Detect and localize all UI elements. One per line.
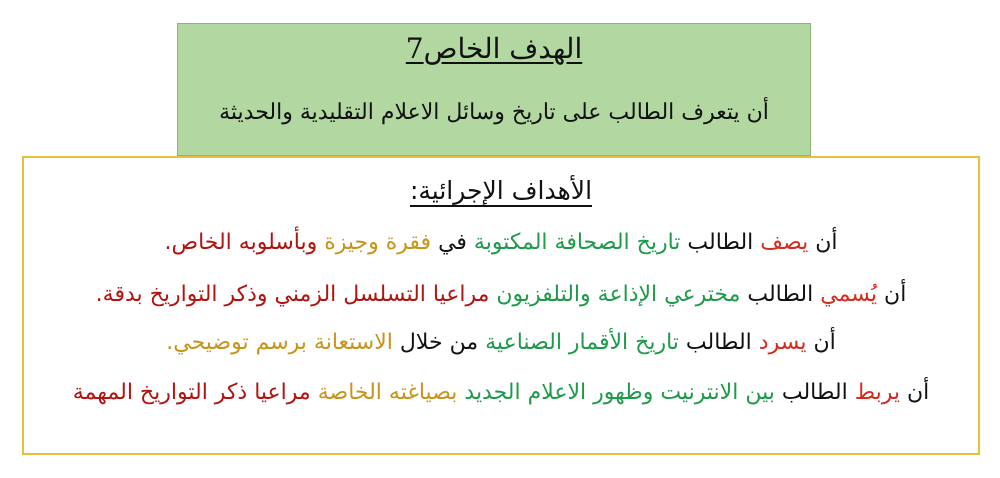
objective-segment: يصف [760, 230, 809, 255]
objective-segment: أن [808, 230, 838, 255]
objective-segment: بصياغته الخاصة [317, 380, 465, 405]
objective-segment: الطالب [678, 330, 759, 355]
objective-segment: أن [806, 330, 836, 355]
objective-segment: أن [877, 282, 907, 307]
objective-segment: بين الانترنيت وظهور الاعلام الجديد [464, 380, 775, 405]
objective-line-2 [34, 282, 968, 307]
objective-segment: يُسمي [820, 282, 878, 307]
specific-objective-title: الهدف الخاص7 [405, 32, 583, 65]
objective-line-1 [34, 230, 968, 255]
objective-segment: تاريخ الأقمار الصناعية [485, 330, 679, 355]
specific-objective-text: أن يتعرف الطالب على تاريخ وسائل الاعلام التقليدية والحديثة [219, 100, 769, 125]
objective-segment: الطالب [680, 230, 761, 255]
objective-segment: يسرد [758, 330, 807, 355]
specific-objective-box [177, 23, 811, 156]
objective-line-4 [34, 380, 968, 405]
objective-segment: أن [899, 380, 930, 405]
objective-segment: وبأسلوبه الخاص. [164, 230, 325, 255]
objective-segment: يربط [854, 380, 900, 405]
objective-segment: مراعيا التسلسل الزمني وذكر التواريخ بدقة. [95, 282, 497, 307]
objective-segment: مخترعي الإذاعة والتلفزيون [496, 282, 741, 307]
objective-segment: الاستعانة برسم توضيحي. [166, 330, 393, 355]
objective-segment: الطالب [774, 380, 855, 405]
objective-segment: فقرة وجيزة [324, 230, 432, 255]
objective-segment: مراعيا ذكر التواريخ المهمة [72, 380, 318, 405]
objective-line-3 [34, 330, 968, 355]
objective-segment: تاريخ الصحافة المكتوبة [473, 230, 681, 255]
procedural-objectives-box [22, 156, 980, 455]
objective-segment: الطالب [740, 282, 821, 307]
objective-segment: من خلال [392, 330, 486, 355]
objective-segment: في [431, 230, 474, 255]
procedural-objectives-heading: الأهداف الإجرائية: [409, 176, 593, 205]
